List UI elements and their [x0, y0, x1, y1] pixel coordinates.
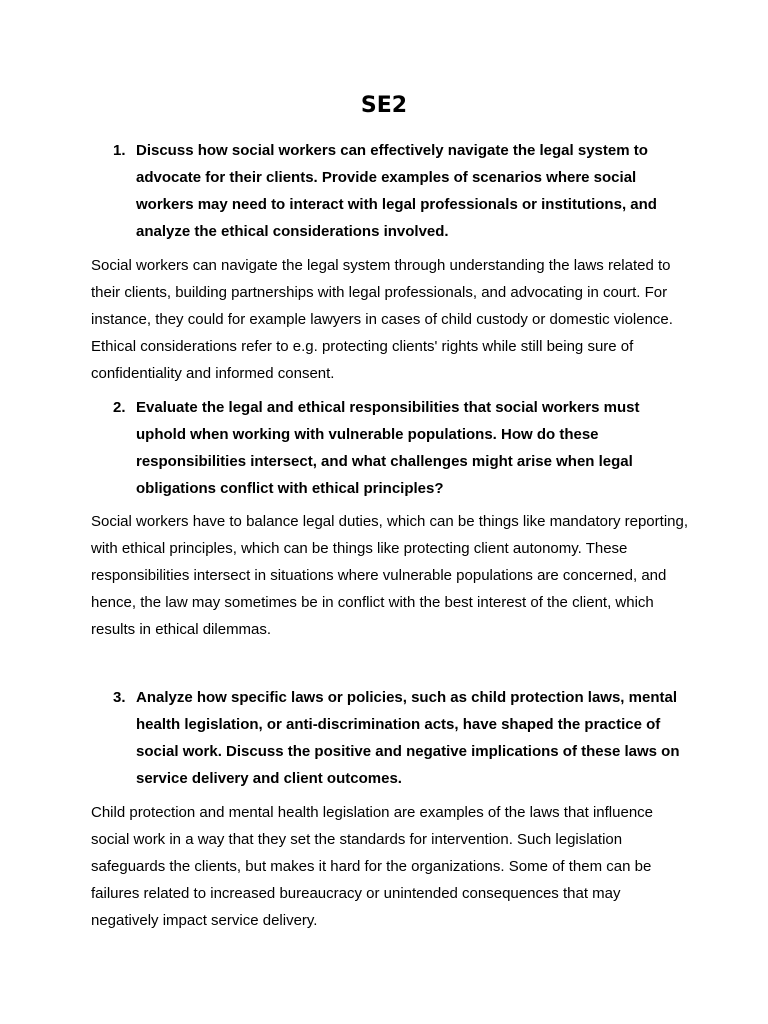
question-number: 3. — [113, 689, 126, 706]
answer-2: Social workers have to balance legal duties, which can be things like mandatory reporting, with ethical principles, which can be things like protecting client autonomy. These responsibilities intersect in situations where vulnerable populations are concerned, and hence, the law may sometimes be in conflict with the best interest of the client, which results in ethical dilemmas. — [91, 513, 688, 638]
question-text: Discuss how social workers can effectively navigate the legal system to advocate for their clients. Provide examples of scenarios where social workers may need to interact with legal professionals or institutions, and analyze the ethical considerations involved. — [136, 142, 657, 240]
answer-3: Child protection and mental health legislation are examples of the laws that influence social work in a way that they set the standards for intervention. Such legislation safeguards the clients, but makes it hard for the organizations. Some of them can be failures related to increased bureaucracy or unintended consequences that may negatively impact service delivery. — [91, 804, 654, 929]
document-title: SE2 — [360, 93, 408, 118]
question-3 — [113, 684, 681, 792]
question-text: Analyze how specific laws or policies, such as child protection laws, mental health legislation, or anti-discrimination acts, have shaped the practice of social work. Discuss the positive and negative implications of these laws on service delivery and client outcomes. — [136, 689, 680, 787]
question-2 — [113, 394, 681, 502]
question-number: 1. — [113, 142, 126, 159]
question-number: 2. — [113, 399, 126, 416]
answer-1: Social workers can navigate the legal system through understanding the laws related to their clients, building partnerships with legal professionals, and advocating in court. For instance, they could for example lawyers in cases of child custody or domestic violence. Ethical considerations refer to e.g. protecting clients' rights while still being sure of confidentiality and informed consent. — [91, 257, 673, 382]
question-text: Evaluate the legal and ethical responsibilities that social workers must uphold when working with vulnerable populations. How do these responsibilities intersect, and what challenges might arise when legal obligations conflict with ethical principles? — [136, 399, 640, 497]
question-1 — [113, 137, 681, 245]
